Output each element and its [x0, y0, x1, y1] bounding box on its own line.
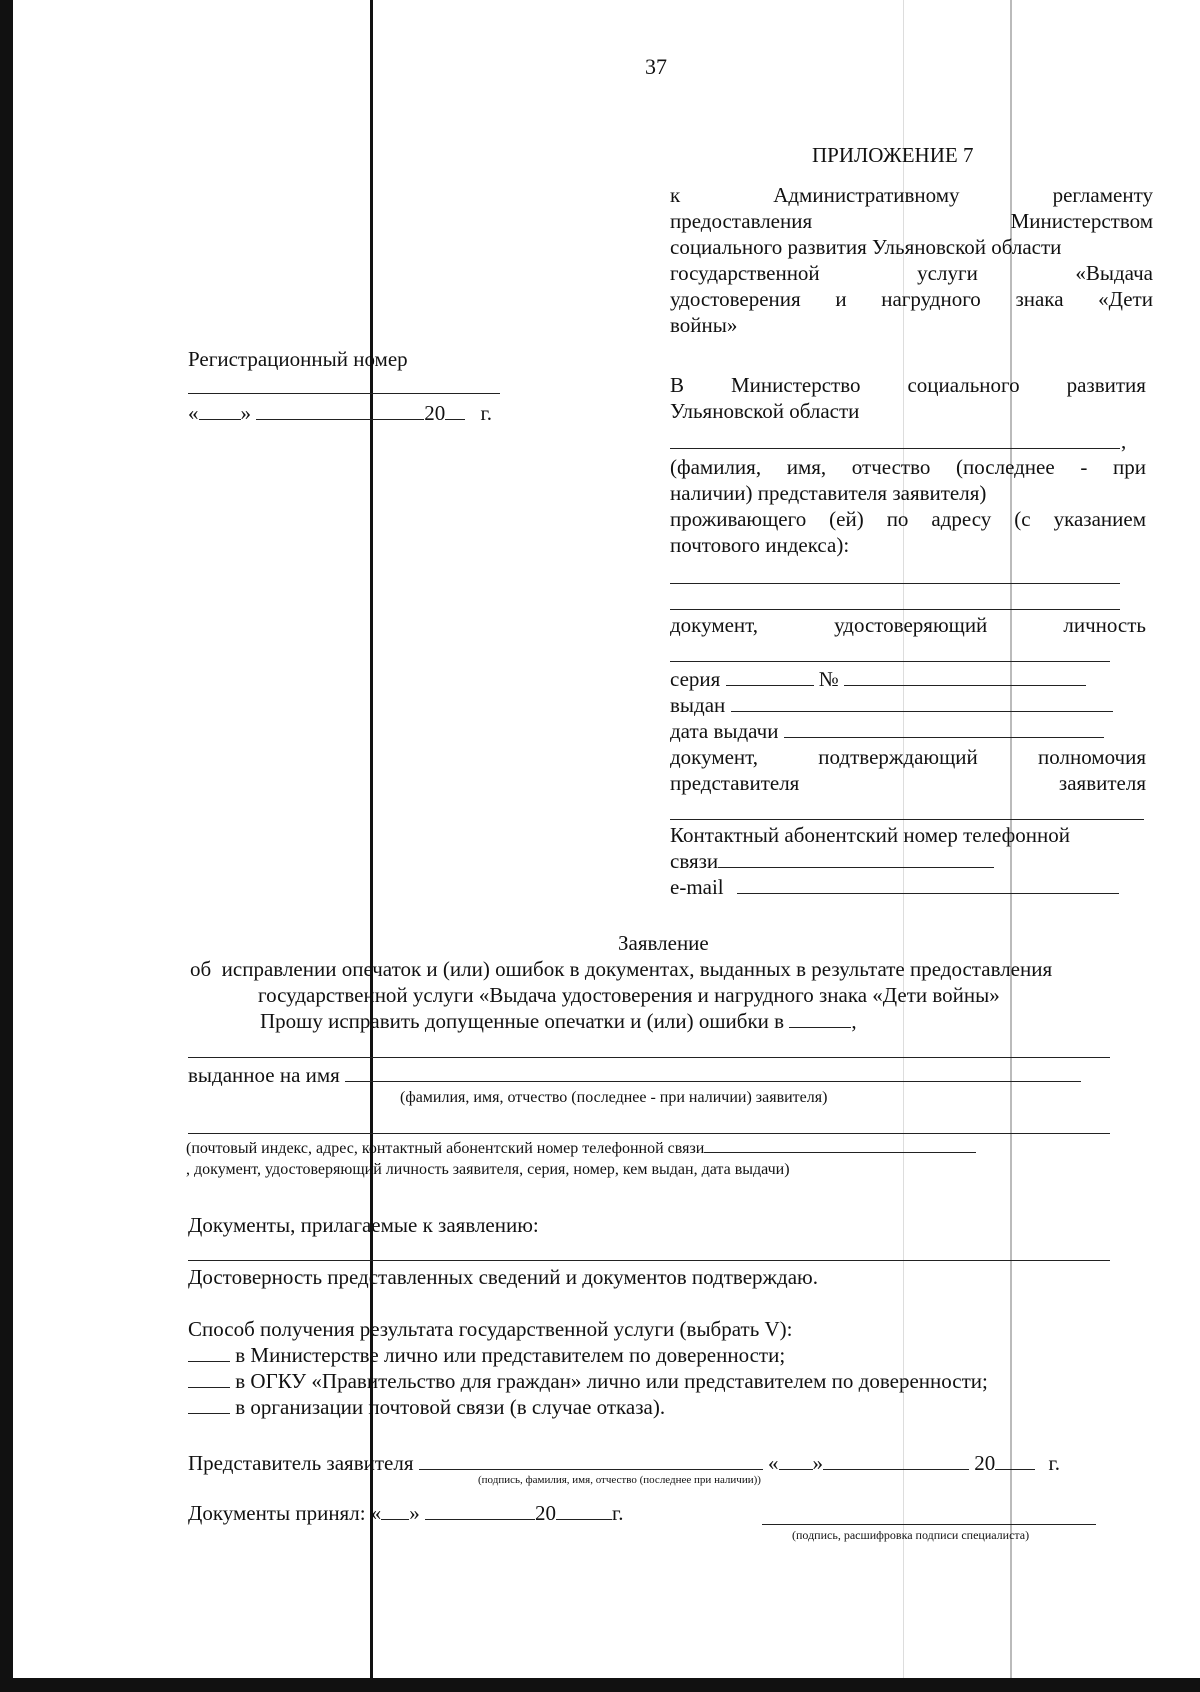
registration-date-field[interactable]: « » 20 г.: [188, 401, 492, 425]
method-option[interactable]: в ОГКУ «Правительство для граждан» лично или представителем по доверенности;: [188, 1368, 988, 1394]
attached-label: Документы, прилагаемые к заявлению:: [188, 1213, 539, 1237]
appendix-line-3: социального развития Ульяновской области: [670, 235, 1062, 259]
contacts-hint-1: (почтовый индекс, адрес, контактный абонентский номер телефонной связи: [186, 1138, 976, 1159]
issued-row[interactable]: выдан: [670, 692, 1113, 718]
scan-vertical-line: [370, 0, 373, 1692]
errors-field[interactable]: [188, 1057, 1110, 1058]
representative-row[interactable]: Представитель заявителя « » 20 г.: [188, 1451, 1060, 1475]
appendix-line-6: войны»: [670, 313, 738, 337]
appendix-title: ПРИЛОЖЕНИЕ 7: [812, 143, 974, 167]
scan-vertical-line: [0, 0, 13, 1692]
fio-comma: ,: [1121, 429, 1127, 453]
statement-line-1: об исправлении опечаток и (или) ошибок в документах, выданных в результате предоставления: [190, 957, 1053, 981]
page-number: 37: [645, 54, 667, 79]
method-option[interactable]: в Министерстве лично или представителем по доверенности;: [188, 1342, 988, 1368]
issued-to-hint: (фамилия, имя, отчество (последнее - при наличии) заявителя): [400, 1089, 828, 1106]
registration-label: Регистрационный номер: [188, 347, 408, 371]
accepted-row[interactable]: Документы принял: « » 20 г.: [188, 1501, 624, 1525]
authority-label: документ, подтверждающий полномочия представителя заявителя: [670, 745, 1146, 795]
fio-hint: (фамилия, имя, отчество (последнее - при наличии) представителя заявителя) проживающего (ей) по адресу (с указанием почтового индекса):: [670, 455, 1146, 557]
appendix-line-4: государственной услуги «Выдача: [670, 261, 1153, 285]
addressee-line-2: Ульяновской области: [670, 399, 860, 423]
appendix-line-2: предоставления Министерством: [670, 209, 1153, 233]
issue-date-row[interactable]: дата выдачи: [670, 718, 1104, 744]
doc-id-field[interactable]: [670, 661, 1110, 662]
representative-signature-hint: (подпись, фамилия, имя, отчество (последнее при наличии)): [478, 1474, 761, 1486]
appendix-block: [670, 182, 1153, 338]
series-row[interactable]: серия №: [670, 666, 1086, 692]
method-options: [188, 1342, 988, 1420]
method-title: Способ получения результата государственной услуги (выбрать V):: [188, 1317, 793, 1341]
scan-bottom-border: [0, 1678, 1200, 1692]
specialist-signature-field[interactable]: [762, 1524, 1096, 1525]
specialist-signature-hint: (подпись, расшифровка подписи специалиста): [792, 1528, 1030, 1542]
confirm-text: Достоверность представленных сведений и документов подтверждаю.: [188, 1265, 818, 1289]
contacts-hint-2: , документ, удостоверяющий личность заявителя, серия, номер, кем выдан, дата выдачи): [186, 1161, 790, 1178]
phone-row[interactable]: связи: [670, 848, 994, 874]
method-option[interactable]: в организации почтовой связи (в случае отказа).: [188, 1394, 988, 1420]
appendix-line-5: удостоверения и нагрудного знака «Дети: [670, 287, 1153, 311]
address-field-2[interactable]: [670, 609, 1120, 610]
doc-id-label: документ, удостоверяющий личность: [670, 613, 1146, 637]
statement-title: Заявление: [618, 931, 709, 955]
request-row[interactable]: Прошу исправить допущенные опечатки и (или) ошибки в ,: [260, 1009, 857, 1033]
attached-field[interactable]: [188, 1260, 1110, 1261]
authority-field[interactable]: [670, 819, 1144, 820]
representative-fio-field[interactable]: [670, 448, 1120, 449]
registration-number-field[interactable]: [188, 393, 500, 394]
statement-line-2: государственной услуги «Выдача удостоверения и нагрудного знака «Дети войны»: [258, 983, 1000, 1007]
address-field-1[interactable]: [670, 583, 1120, 584]
phone-label: Контактный абонентский номер телефонной: [670, 823, 1070, 847]
contacts-field[interactable]: [188, 1133, 1110, 1134]
appendix-line-1: к Административному регламенту: [670, 183, 1153, 207]
addressee-block: [670, 372, 1146, 424]
addressee-line-1: В Министерство социального развития: [670, 373, 1146, 397]
email-row[interactable]: e-mail: [670, 874, 1119, 900]
issued-to-row[interactable]: выданное на имя: [188, 1062, 1081, 1088]
